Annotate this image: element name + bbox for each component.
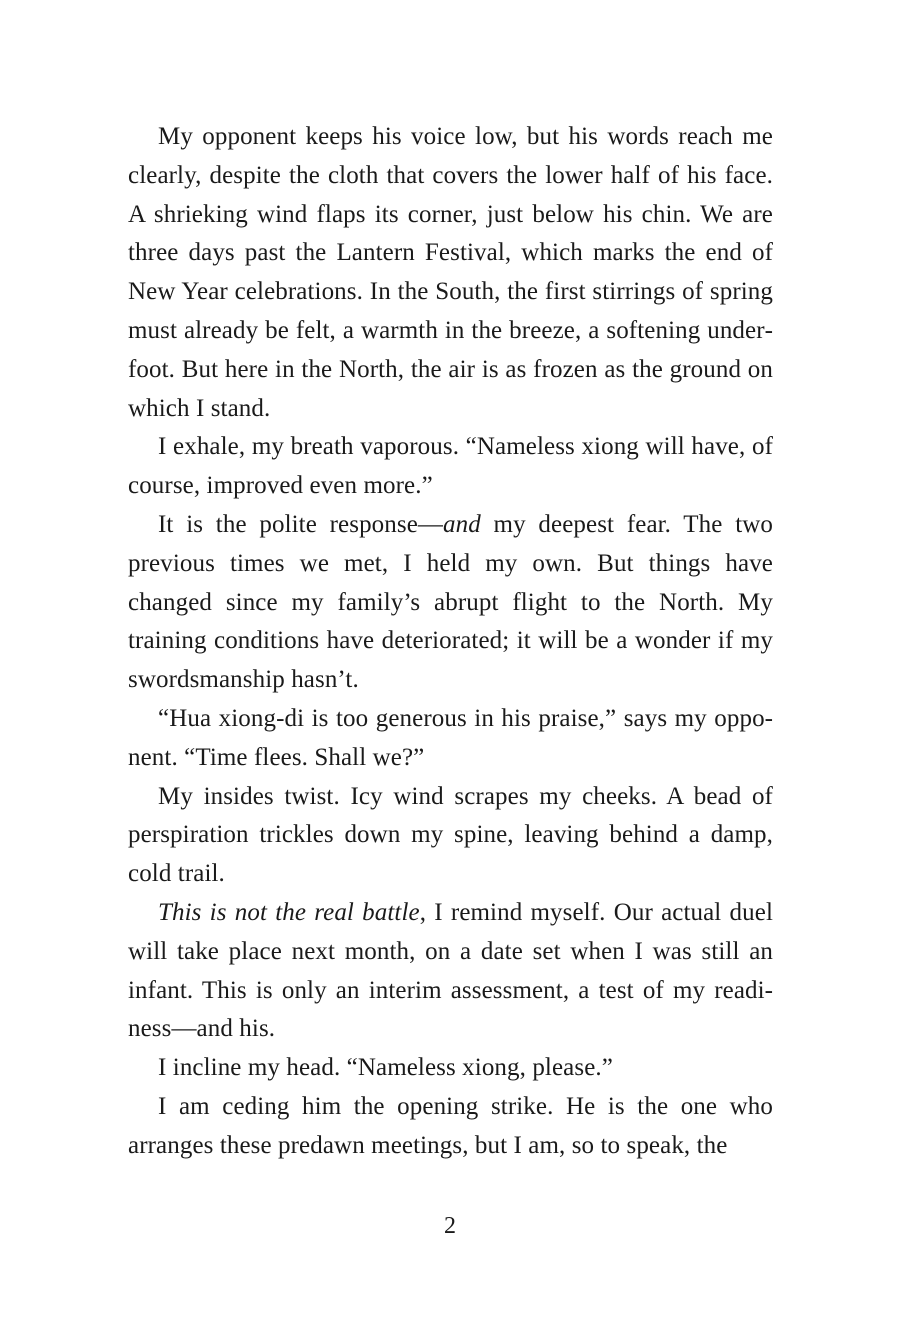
paragraph-8-text: I am ceding him the opening strike. He is the one who arranges these predawn meetings, but I am, so to speak, the — [128, 1092, 773, 1159]
paragraph-6-emphasis: This is not the real battle — [158, 898, 420, 926]
paragraph-2-text: I exhale, my breath vaporous. “Nameless xiong will have, of course, improved even more.” — [128, 433, 773, 500]
paragraph-3 — [128, 506, 773, 700]
paragraph-1 — [128, 118, 773, 428]
paragraph-3-text-a: It is the polite response— — [158, 510, 444, 538]
paragraph-7 — [128, 1049, 773, 1088]
paragraph-3-text-b: my deepest fear. The two previous times we met, I held my own. But things have changed since my family’s abrupt flight to the North. My training conditions have deteriorated; it will be a wonder if my swordsmanship hasn’t. — [128, 510, 773, 694]
paragraph-4 — [128, 700, 773, 778]
paragraph-8 — [128, 1088, 773, 1166]
paragraph-5-text: My insides twist. Icy wind scrapes my cheeks. A bead of perspiration trickles down my spine, leaving behind a damp, cold trail. — [128, 782, 773, 888]
paragraph-2 — [128, 428, 773, 506]
paragraph-7-text: I incline my head. “Nameless xiong, please.” — [158, 1054, 613, 1082]
paragraph-4-text: “Hua xiong-di is too generous in his praise,” says my opponent. “Time flees. Shall we?” — [128, 704, 773, 771]
paragraph-5 — [128, 778, 773, 894]
body-text — [128, 118, 773, 1166]
paragraph-3-emphasis: and — [443, 510, 481, 538]
paragraph-6 — [128, 894, 773, 1049]
page-number: 2 — [444, 1213, 456, 1239]
paragraph-1-text: My opponent keeps his voice low, but his words reach me clearly, despite the cloth that covers the lower half of his face. A shrieking wind flaps its corner, just below his chin. We are three days past the Lantern Festival, which marks the end of New Year celebrations. In the South, the first stirrings of spring must already be felt, a warmth in the breeze, a softening underfoot. But here in the North, the air is as frozen as the ground on which I stand. — [128, 123, 773, 422]
paragraph-6-text: , I remind myself. Our actual duel will take place next month, on a date set when I was still an infant. This is only an interim assessment, a test of my readiness—and his. — [128, 898, 773, 1043]
